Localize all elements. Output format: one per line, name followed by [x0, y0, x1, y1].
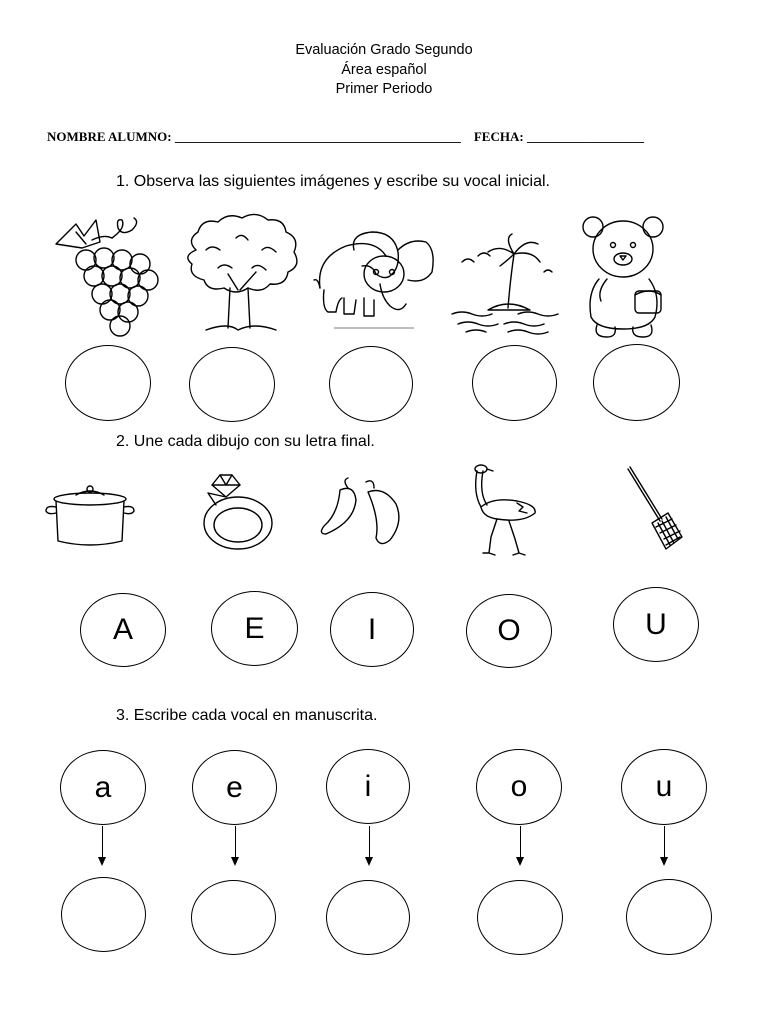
name-label: NOMBRE ALUMNO: [47, 129, 172, 144]
answer-oval[interactable] [65, 345, 151, 421]
letter-oval-u[interactable]: U [613, 587, 699, 662]
grapes-image [46, 214, 161, 338]
elephant-image [314, 228, 438, 338]
letter-oval-lower-u: u [621, 749, 707, 825]
broom-image [622, 467, 690, 551]
letter-oval-lower-e: e [192, 750, 277, 825]
question-2: 2. Une cada dibujo con su letra final. [116, 433, 375, 450]
date-label: FECHA: [473, 129, 524, 144]
down-arrow-icon [235, 826, 236, 864]
ring-image [186, 471, 278, 555]
answer-oval[interactable] [189, 347, 275, 422]
down-arrow-icon [102, 826, 103, 864]
down-arrow-icon [664, 826, 665, 864]
writing-oval[interactable] [626, 879, 712, 955]
letter-oval-lower-a: a [60, 750, 146, 825]
student-row [47, 129, 644, 145]
title-line-2: Área español [341, 62, 427, 78]
chili-image [318, 478, 404, 548]
down-arrow-icon [520, 826, 521, 864]
title-line-3: Primer Periodo [335, 81, 433, 97]
title-line-1: Evaluación Grado Segundo [295, 42, 473, 58]
answer-oval[interactable] [593, 344, 680, 421]
bear-image [577, 213, 671, 341]
name-field[interactable]: ____________________________________________ [174, 129, 461, 144]
letter-oval-e[interactable]: E [211, 591, 298, 666]
letter-oval-lower-i: i [326, 749, 410, 824]
down-arrow-icon [369, 826, 370, 864]
writing-oval[interactable] [191, 880, 276, 955]
writing-oval[interactable] [326, 880, 410, 955]
letter-oval-a[interactable]: A [80, 593, 166, 667]
writing-oval[interactable] [61, 877, 146, 952]
letter-oval-lower-o: o [476, 749, 562, 825]
island-image [448, 232, 566, 334]
date-field[interactable]: __________________ [526, 129, 644, 144]
letter-oval-o[interactable]: O [466, 594, 552, 668]
question-3: 3. Escribe cada vocal en manuscrita. [116, 707, 378, 724]
question-1: 1. Observa las siguientes imágenes y escribe su vocal inicial. [116, 173, 550, 190]
tree-image [176, 210, 306, 338]
writing-oval[interactable] [477, 880, 563, 955]
pot-image [44, 485, 136, 549]
answer-oval[interactable] [472, 345, 557, 421]
answer-oval[interactable] [329, 346, 413, 422]
ostrich-image [463, 463, 545, 557]
letter-oval-i[interactable]: I [330, 592, 414, 667]
